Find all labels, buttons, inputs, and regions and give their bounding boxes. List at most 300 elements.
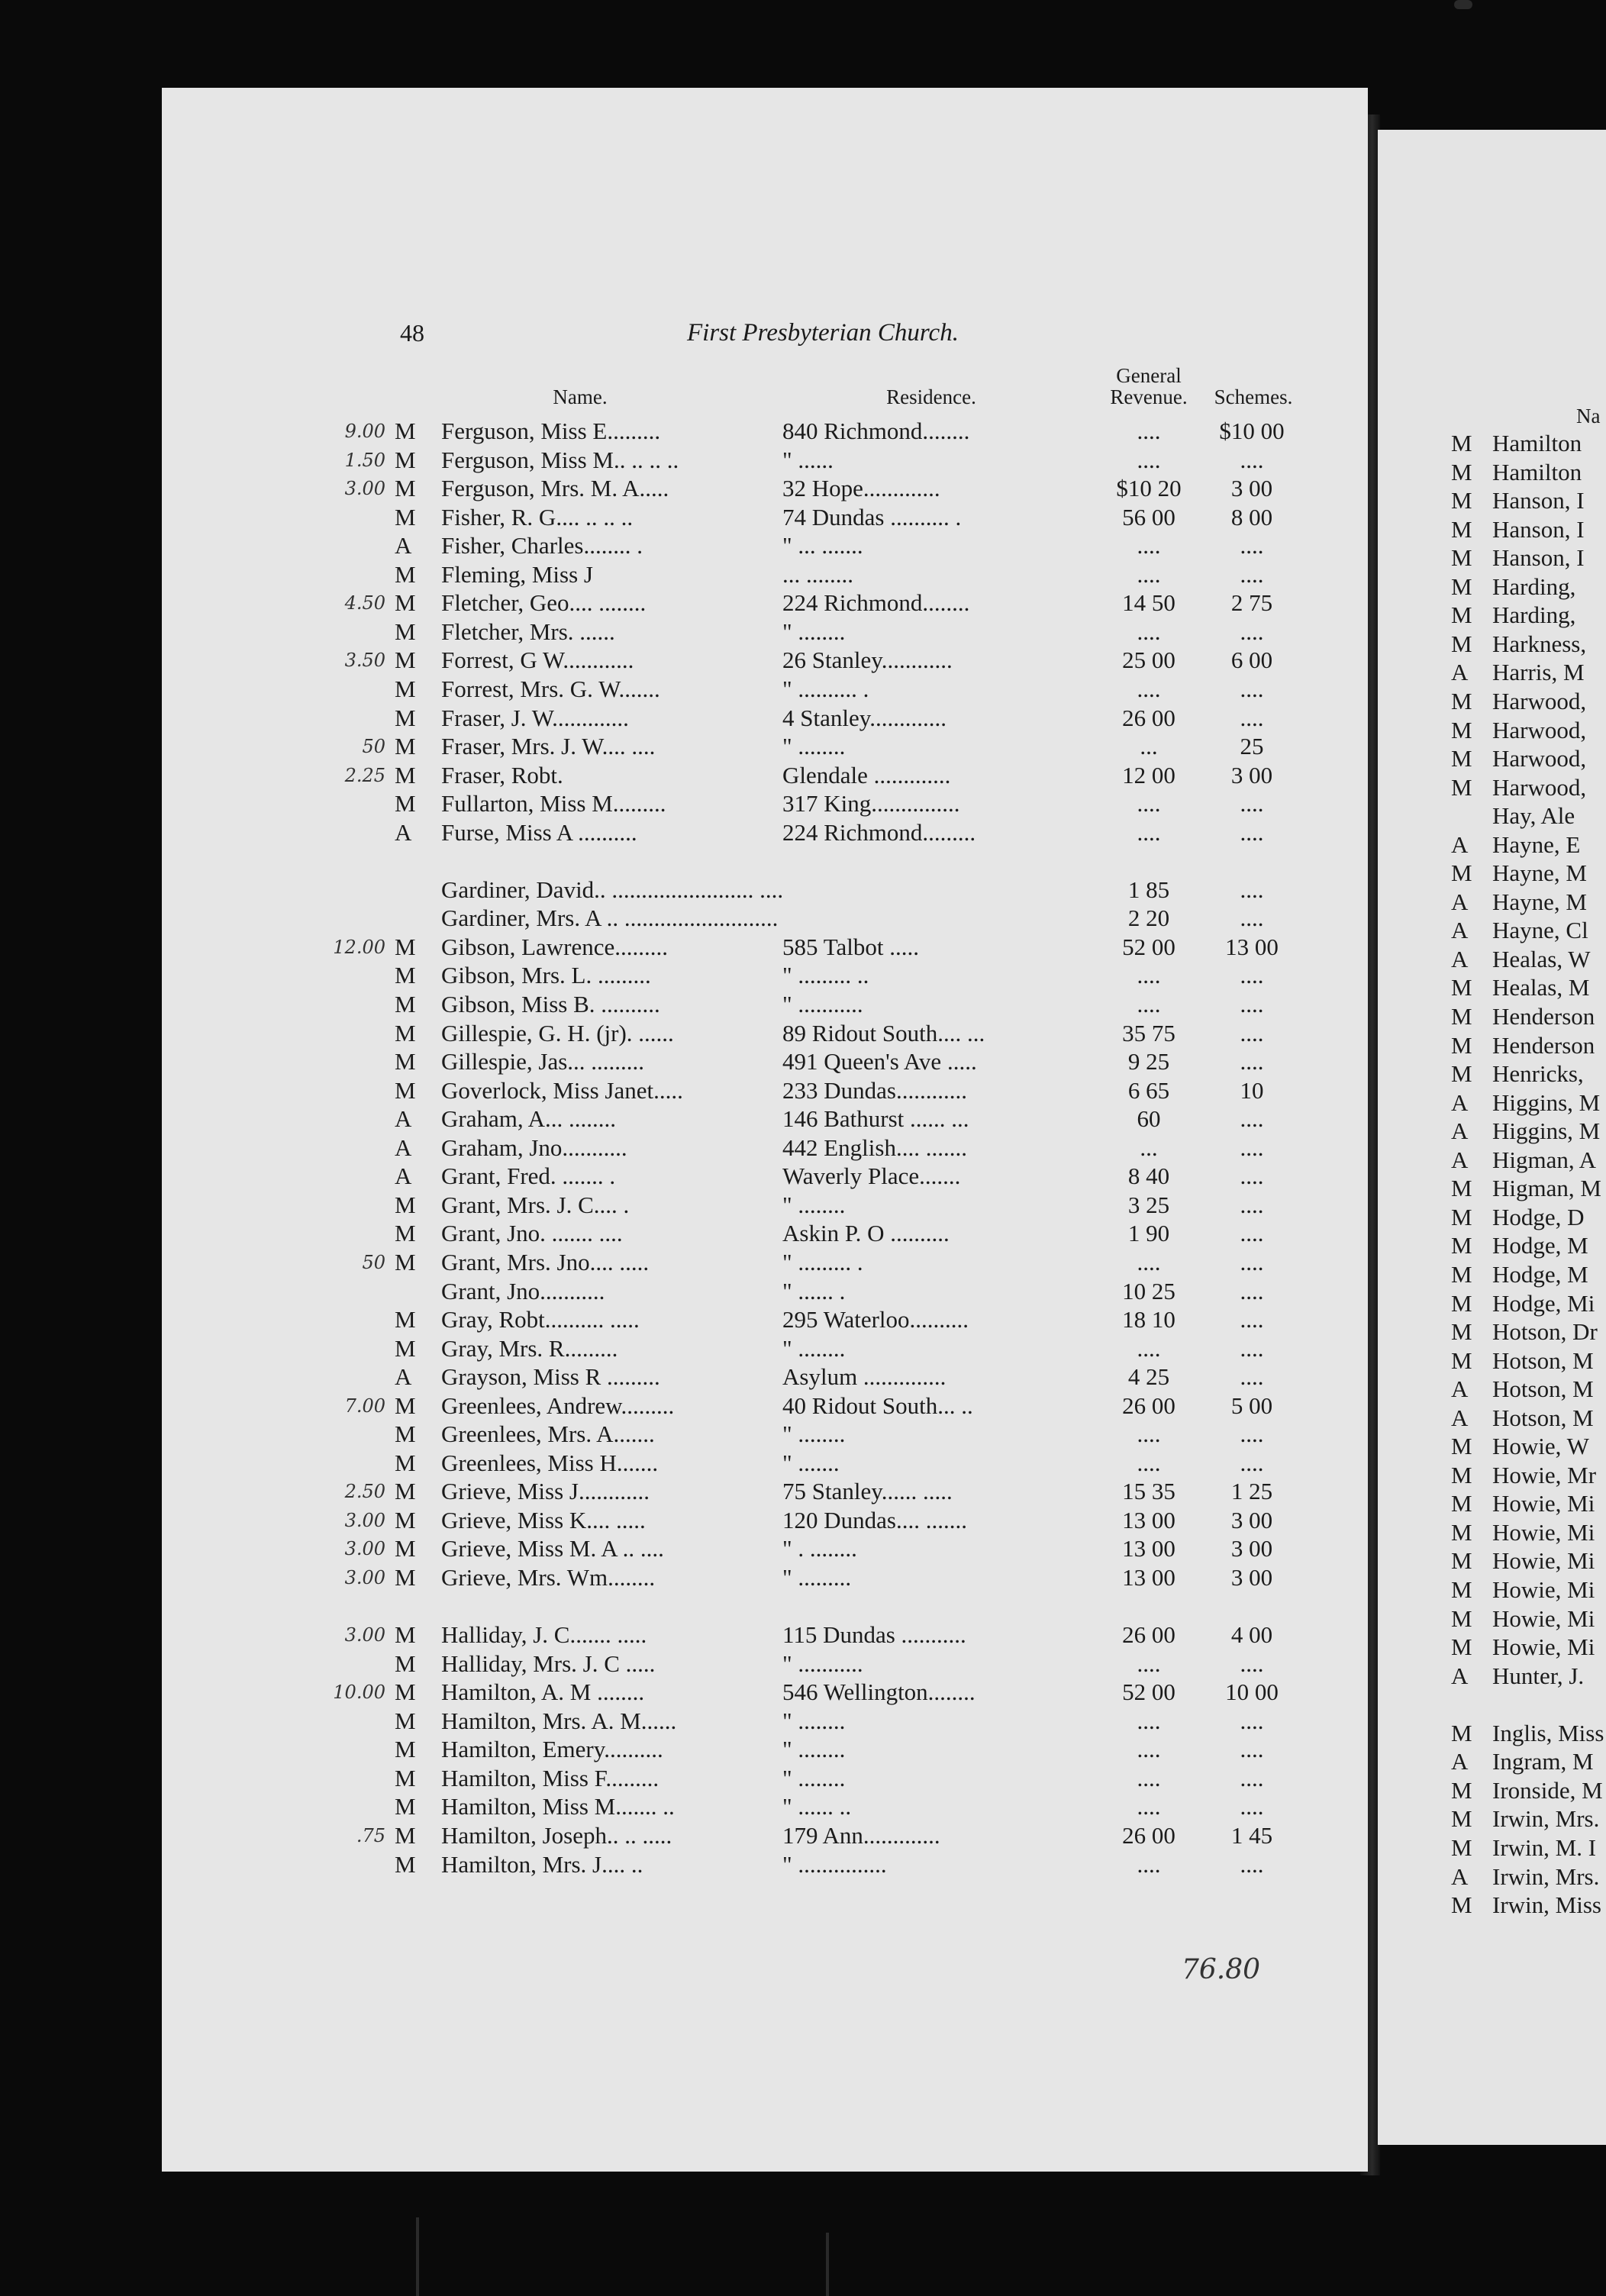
membership-class: M: [395, 1334, 416, 1362]
member-name: Hamilton: [1492, 430, 1582, 456]
right-list-row: [1378, 1346, 1606, 1375]
residence: Waverly Place.......: [782, 1163, 961, 1190]
member-name: Gibson, Lawrence.........: [441, 933, 668, 960]
list-row: [0, 1104, 1368, 1133]
schemes-amount: $10 00: [1219, 418, 1285, 444]
membership-class: M: [1451, 1203, 1472, 1230]
membership-class: M: [395, 560, 416, 588]
list-row: [0, 818, 1368, 847]
general-revenue: 13 00: [1122, 1535, 1175, 1562]
right-list-row: [1378, 1489, 1606, 1518]
membership-class: M: [1451, 1805, 1472, 1833]
member-name: Hotson, M: [1492, 1375, 1594, 1403]
residence: 317 King...............: [782, 790, 960, 817]
member-name: Gillespie, G. H. (jr). ......: [441, 1019, 674, 1046]
member-name: Gibson, Miss B. ..........: [441, 991, 660, 1017]
handwritten-amount: 7.00: [344, 1395, 385, 1417]
member-name: Hotson, M: [1492, 1404, 1594, 1431]
member-name: Fullarton, Miss M.........: [441, 790, 666, 817]
list-row: [0, 1477, 1368, 1506]
membership-class: M: [395, 1678, 416, 1706]
list-row: [0, 1506, 1368, 1535]
general-revenue: 13 00: [1122, 1564, 1175, 1591]
list-row: [0, 417, 1368, 446]
membership-class: M: [395, 1220, 416, 1247]
right-list-row: [1378, 1146, 1606, 1175]
schemes-amount: ....: [1240, 560, 1264, 588]
member-name: Graham, A... ........: [441, 1105, 617, 1133]
handwritten-amount: 12.00: [333, 936, 385, 958]
right-list-row: [1378, 1518, 1606, 1547]
member-name: Higgins, M: [1492, 1117, 1601, 1145]
right-list-row: [1378, 830, 1606, 859]
general-revenue: ....: [1137, 991, 1161, 1017]
membership-class: M: [1451, 1318, 1472, 1346]
list-row: [0, 933, 1368, 962]
membership-class: M: [1451, 1060, 1472, 1088]
membership-class: M: [395, 733, 416, 760]
right-page: [1378, 130, 1606, 2145]
membership-class: A: [1451, 917, 1469, 944]
member-name: Healas, W: [1492, 945, 1591, 972]
member-name: Graham, Jno...........: [441, 1133, 627, 1161]
residence: 224 Richmond.........: [782, 818, 976, 846]
schemes-amount: 8 00: [1230, 503, 1273, 530]
list-row: [0, 1649, 1368, 1678]
general-revenue: ....: [1137, 446, 1161, 473]
member-name: Howie, Mi: [1492, 1604, 1595, 1632]
member-name: Ingram, M: [1492, 1748, 1594, 1775]
schemes-amount: 1 25: [1230, 1478, 1273, 1505]
general-revenue: 15 35: [1122, 1478, 1175, 1505]
residence: 32 Hope.............: [782, 475, 940, 502]
membership-class: M: [395, 790, 416, 817]
member-name: Furse, Miss A ..........: [441, 818, 637, 846]
right-list-row: [1378, 1059, 1606, 1088]
handwritten-amount: 3.00: [344, 478, 385, 500]
membership-class: M: [395, 1478, 416, 1505]
membership-class: M: [1451, 1833, 1472, 1861]
member-name: Ferguson, Miss E.........: [441, 418, 661, 444]
right-list-row: [1378, 543, 1606, 572]
general-revenue: ....: [1137, 1334, 1161, 1362]
membership-class: M: [1451, 1232, 1472, 1259]
membership-class: M: [1451, 458, 1472, 485]
list-row: [0, 789, 1368, 818]
residence: " .........: [782, 1564, 852, 1591]
schemes-amount: ....: [1240, 1449, 1264, 1476]
list-row: [0, 1821, 1368, 1850]
membership-class: M: [1451, 716, 1472, 743]
schemes-amount: ....: [1240, 1163, 1264, 1190]
schemes-amount: ....: [1240, 1220, 1264, 1247]
membership-class: A: [1451, 1662, 1469, 1689]
membership-class: M: [1451, 1633, 1472, 1661]
membership-class: M: [1451, 1346, 1472, 1374]
membership-class: M: [1451, 1260, 1472, 1288]
right-list-row: [1378, 801, 1606, 830]
residence: 120 Dundas.... .......: [782, 1506, 967, 1533]
member-name: Hamilton, A. M ........: [441, 1678, 645, 1706]
member-name: Fraser, J. W.............: [441, 704, 629, 731]
general-revenue: ....: [1137, 962, 1161, 989]
membership-class: M: [1451, 1175, 1472, 1202]
residence: 585 Talbot .....: [782, 933, 919, 960]
schemes-amount: ....: [1240, 1707, 1264, 1734]
residence: " ......: [782, 446, 834, 473]
member-name: Grieve, Miss K.... .....: [441, 1506, 646, 1533]
general-revenue: $10 20: [1116, 475, 1182, 502]
membership-class: M: [1451, 1604, 1472, 1632]
member-name: Howie, Mi: [1492, 1633, 1595, 1661]
membership-class: M: [1451, 1031, 1472, 1059]
schemes-amount: ....: [1240, 1105, 1264, 1133]
right-list-row: [1378, 1404, 1606, 1433]
schemes-amount: ....: [1240, 532, 1264, 559]
handwritten-amount: 4.50: [344, 592, 385, 614]
member-name: Harris, M: [1492, 659, 1585, 686]
right-list-row: [1378, 687, 1606, 716]
list-row: [0, 1620, 1368, 1649]
member-name: Hodge, M: [1492, 1232, 1588, 1259]
schemes-amount: ....: [1240, 1793, 1264, 1820]
member-name: Howie, Mi: [1492, 1490, 1595, 1517]
membership-class: M: [1451, 773, 1472, 801]
residence: Asylum ..............: [782, 1363, 947, 1391]
list-row: [0, 990, 1368, 1019]
membership-class: A: [1451, 659, 1469, 686]
schemes-amount: ....: [1240, 1191, 1264, 1218]
general-revenue: 12 00: [1122, 761, 1175, 788]
schemes-amount: ....: [1240, 1306, 1264, 1333]
residence: " ......... .: [782, 1248, 863, 1275]
membership-class: A: [395, 1133, 412, 1161]
membership-class: A: [395, 1363, 412, 1391]
right-list-row: [1378, 1174, 1606, 1203]
member-name: Forrest, G W............: [441, 647, 634, 674]
general-revenue: ...: [1140, 1133, 1158, 1161]
member-name: Ironside, M: [1492, 1776, 1603, 1804]
general-revenue: 52 00: [1122, 1678, 1175, 1706]
residence: " ........: [782, 618, 846, 645]
residence: 224 Richmond........: [782, 589, 970, 617]
list-row: [0, 1534, 1368, 1563]
general-revenue: ....: [1137, 1793, 1161, 1820]
membership-class: M: [395, 1736, 416, 1763]
residence: 89 Ridout South.... ...: [782, 1019, 985, 1046]
right-list-row: [1378, 744, 1606, 773]
membership-class: M: [395, 1649, 416, 1677]
member-name: Higman, M: [1492, 1175, 1601, 1202]
member-name: Hamilton, Miss M....... ..: [441, 1793, 675, 1820]
general-revenue: ....: [1137, 1764, 1161, 1791]
member-name: Halliday, J. C....... .....: [441, 1621, 647, 1649]
right-list-row: [1378, 773, 1606, 802]
member-name: Henderson: [1492, 1031, 1595, 1059]
membership-class: M: [395, 933, 416, 960]
schemes-amount: 25: [1240, 733, 1264, 760]
right-list-row: [1378, 1461, 1606, 1490]
general-revenue: ....: [1137, 560, 1161, 588]
general-revenue: ....: [1137, 1248, 1161, 1275]
schemes-amount: ....: [1240, 962, 1264, 989]
member-name: Howie, Mi: [1492, 1518, 1595, 1546]
general-revenue: ...: [1140, 733, 1158, 760]
membership-class: M: [395, 589, 416, 617]
membership-class: A: [1451, 1862, 1469, 1890]
schemes-amount: 1 45: [1230, 1821, 1273, 1849]
residence: 115 Dundas ...........: [782, 1621, 966, 1649]
membership-class: M: [1451, 687, 1472, 714]
list-row: [0, 1563, 1368, 1592]
membership-class: A: [395, 1163, 412, 1190]
right-list-row: [1378, 1002, 1606, 1031]
residence: " ........: [782, 1764, 846, 1791]
membership-class: A: [395, 532, 412, 559]
handwritten-total: 76.80: [1182, 1954, 1261, 1985]
schemes-amount: 5 00: [1230, 1391, 1273, 1419]
general-revenue: ....: [1137, 1707, 1161, 1734]
list-row: [0, 846, 1368, 876]
member-name: Fletcher, Geo.... ........: [441, 589, 647, 617]
list-row: [0, 503, 1368, 532]
membership-class: M: [395, 1191, 416, 1218]
member-name: Howie, Mi: [1492, 1547, 1595, 1575]
schemes-amount: ....: [1240, 991, 1264, 1017]
list-row: [0, 1305, 1368, 1334]
general-revenue: 60: [1137, 1105, 1161, 1133]
handwritten-amount: 3.00: [344, 1624, 385, 1646]
membership-class: M: [395, 1707, 416, 1734]
handwritten-amount: 2.50: [344, 1481, 385, 1503]
general-revenue: 35 75: [1122, 1019, 1175, 1046]
list-row: [0, 675, 1368, 704]
membership-class: M: [395, 1076, 416, 1104]
schemes-amount: ....: [1240, 1133, 1264, 1161]
member-name: Hayne, E: [1492, 830, 1581, 858]
list-row: [0, 876, 1368, 905]
residence: " ...... ..: [782, 1793, 852, 1820]
general-revenue: 52 00: [1122, 933, 1175, 960]
right-list-row: [1378, 1633, 1606, 1662]
general-revenue: 9 25: [1127, 1048, 1170, 1075]
right-list-row: [1378, 1662, 1606, 1691]
membership-class: M: [1451, 1576, 1472, 1603]
member-name: Irwin, M. I: [1492, 1833, 1597, 1861]
column-header-name: Name.: [553, 385, 608, 408]
residence: 74 Dundas .......... .: [782, 503, 962, 530]
list-row: [0, 589, 1368, 618]
schemes-amount: 6 00: [1230, 647, 1273, 674]
page-title: First Presbyterian Church.: [687, 319, 959, 347]
member-name: Harkness,: [1492, 630, 1587, 657]
right-list-row: [1378, 1031, 1606, 1060]
right-list-row: [1378, 1289, 1606, 1318]
member-name: Healas, M: [1492, 974, 1590, 1001]
list-row: [0, 1735, 1368, 1764]
list-row: [0, 961, 1368, 990]
member-name: Howie, Mr: [1492, 1461, 1597, 1488]
member-name: Harwood,: [1492, 687, 1587, 714]
general-revenue: 1 90: [1127, 1220, 1170, 1247]
schemes-amount: ....: [1240, 818, 1264, 846]
member-name: Howie, Mi: [1492, 1576, 1595, 1603]
member-name: Grieve, Miss M. A .. ....: [441, 1535, 664, 1562]
right-list-row: [1378, 1862, 1606, 1891]
right-list-row: [1378, 1719, 1606, 1748]
right-list-row: [1378, 1260, 1606, 1289]
general-revenue: 8 40: [1127, 1163, 1170, 1190]
right-list-row: [1378, 945, 1606, 974]
handwritten-amount: 50: [362, 1251, 385, 1273]
membership-class: M: [1451, 1518, 1472, 1546]
right-list-row: [1378, 888, 1606, 917]
member-name: Hanson, I: [1492, 487, 1585, 514]
right-list-row: [1378, 1604, 1606, 1633]
member-name: Ferguson, Mrs. M. A.....: [441, 475, 669, 502]
right-list-row: [1378, 515, 1606, 544]
member-name: Greenlees, Mrs. A.......: [441, 1420, 655, 1448]
member-name: Grieve, Mrs. Wm........: [441, 1564, 656, 1591]
membership-class: M: [1451, 601, 1472, 629]
member-name: Gibson, Mrs. L. .........: [441, 962, 651, 989]
member-name: Hamilton, Joseph.. .. .....: [441, 1821, 672, 1849]
list-row: [0, 1592, 1368, 1621]
schemes-amount: ....: [1240, 1649, 1264, 1677]
membership-class: A: [1451, 1404, 1469, 1431]
residence: 442 English.... .......: [782, 1133, 967, 1161]
schemes-amount: ....: [1240, 905, 1264, 932]
membership-class: M: [395, 675, 416, 702]
handwritten-amount: 50: [362, 736, 385, 758]
membership-class: M: [395, 1449, 416, 1476]
residence: ... ........: [782, 560, 853, 588]
handwritten-amount: 3.00: [344, 1567, 385, 1588]
schemes-amount: 10 00: [1225, 1678, 1279, 1706]
general-revenue: ....: [1137, 675, 1161, 702]
residence: 146 Bathurst ...... ...: [782, 1105, 969, 1133]
right-list-row: [1378, 1375, 1606, 1404]
list-row: [0, 1850, 1368, 1879]
residence: " ........: [782, 733, 846, 760]
list-row: [0, 704, 1368, 733]
residence: " ......... ..: [782, 962, 869, 989]
membership-class: M: [395, 1793, 416, 1820]
membership-class: A: [1451, 1748, 1469, 1775]
schemes-amount: ....: [1240, 1048, 1264, 1075]
right-list-row: [1378, 1231, 1606, 1260]
residence: 4 Stanley.............: [782, 704, 947, 731]
member-name: Hamilton, Miss F.........: [441, 1764, 659, 1791]
right-list-row: [1378, 1117, 1606, 1146]
schemes-amount: ....: [1240, 790, 1264, 817]
list-row: [0, 1449, 1368, 1478]
member-name: Fleming, Miss J: [441, 560, 593, 588]
membership-class: M: [395, 1048, 416, 1075]
member-name: Fletcher, Mrs. ......: [441, 618, 615, 645]
general-revenue: 56 00: [1122, 503, 1175, 530]
residence: " . ........: [782, 1535, 857, 1562]
member-name: Hayne, M: [1492, 859, 1587, 887]
list-row: [0, 1792, 1368, 1821]
list-row: [0, 1191, 1368, 1220]
member-name: Fisher, Charles........ .: [441, 532, 643, 559]
residence: 40 Ridout South... ..: [782, 1391, 973, 1419]
general-revenue: 1 85: [1127, 876, 1170, 903]
member-name: Grayson, Miss R .........: [441, 1363, 660, 1391]
right-list-row: [1378, 1432, 1606, 1461]
right-list-row: [1378, 1317, 1606, 1346]
membership-class: M: [1451, 1490, 1472, 1517]
general-revenue: ....: [1137, 1736, 1161, 1763]
member-name: Hanson, I: [1492, 515, 1585, 543]
membership-class: M: [395, 647, 416, 674]
list-row: [0, 761, 1368, 790]
residence: Askin P. O ..........: [782, 1220, 950, 1247]
member-name: Hodge, M: [1492, 1260, 1588, 1288]
residence: " ...........: [782, 1649, 863, 1677]
member-name: Gray, Robt.......... .....: [441, 1306, 640, 1333]
membership-class: M: [1451, 544, 1472, 572]
member-name: Hanson, I: [1492, 544, 1585, 572]
membership-class: A: [1451, 1146, 1469, 1173]
membership-class: M: [1451, 572, 1472, 600]
member-name: Hodge, Mi: [1492, 1289, 1595, 1317]
member-name: Howie, W: [1492, 1433, 1589, 1460]
member-name: Hayne, M: [1492, 888, 1587, 915]
handwritten-amount: 3.00: [344, 1509, 385, 1531]
handwritten-amount: 1.50: [344, 449, 385, 471]
right-column-header-fragment: Na: [1576, 405, 1601, 427]
membership-class: M: [395, 618, 416, 645]
membership-class: A: [1451, 1088, 1469, 1116]
general-revenue: 26 00: [1122, 1391, 1175, 1419]
member-name: Ferguson, Miss M.. .. .. ..: [441, 446, 679, 473]
member-name: Hamilton, Mrs. J.... ..: [441, 1850, 643, 1878]
schemes-amount: 10: [1240, 1076, 1264, 1104]
membership-class: M: [395, 1391, 416, 1419]
general-revenue: ....: [1137, 790, 1161, 817]
right-list-row: [1378, 1776, 1606, 1805]
right-list-row: [1378, 973, 1606, 1002]
residence: " ........: [782, 1707, 846, 1734]
handwritten-amount: 9.00: [344, 421, 385, 442]
general-revenue: 25 00: [1122, 647, 1175, 674]
right-list-row: [1378, 1804, 1606, 1833]
member-name: Harwood,: [1492, 716, 1587, 743]
member-name: Hamilton: [1492, 458, 1582, 485]
schemes-amount: ....: [1240, 1334, 1264, 1362]
general-revenue: 26 00: [1122, 1621, 1175, 1649]
membership-class: A: [1451, 945, 1469, 972]
membership-class: M: [395, 1506, 416, 1533]
member-name: Forrest, Mrs. G. W.......: [441, 675, 660, 702]
list-row: [0, 1277, 1368, 1306]
membership-class: M: [395, 1621, 416, 1649]
scan-artifact-right: [826, 2233, 829, 2296]
general-revenue: ....: [1137, 1420, 1161, 1448]
member-name: Harwood,: [1492, 773, 1587, 801]
residence: 840 Richmond........: [782, 418, 970, 444]
list-row: [0, 446, 1368, 475]
list-row: [0, 904, 1368, 933]
membership-class: M: [395, 418, 416, 444]
handwritten-amount: 3.50: [344, 650, 385, 672]
handwritten-amount: .75: [356, 1824, 385, 1846]
scan-artifact: [1454, 0, 1472, 9]
residence: 26 Stanley............: [782, 647, 953, 674]
membership-class: M: [395, 1564, 416, 1591]
